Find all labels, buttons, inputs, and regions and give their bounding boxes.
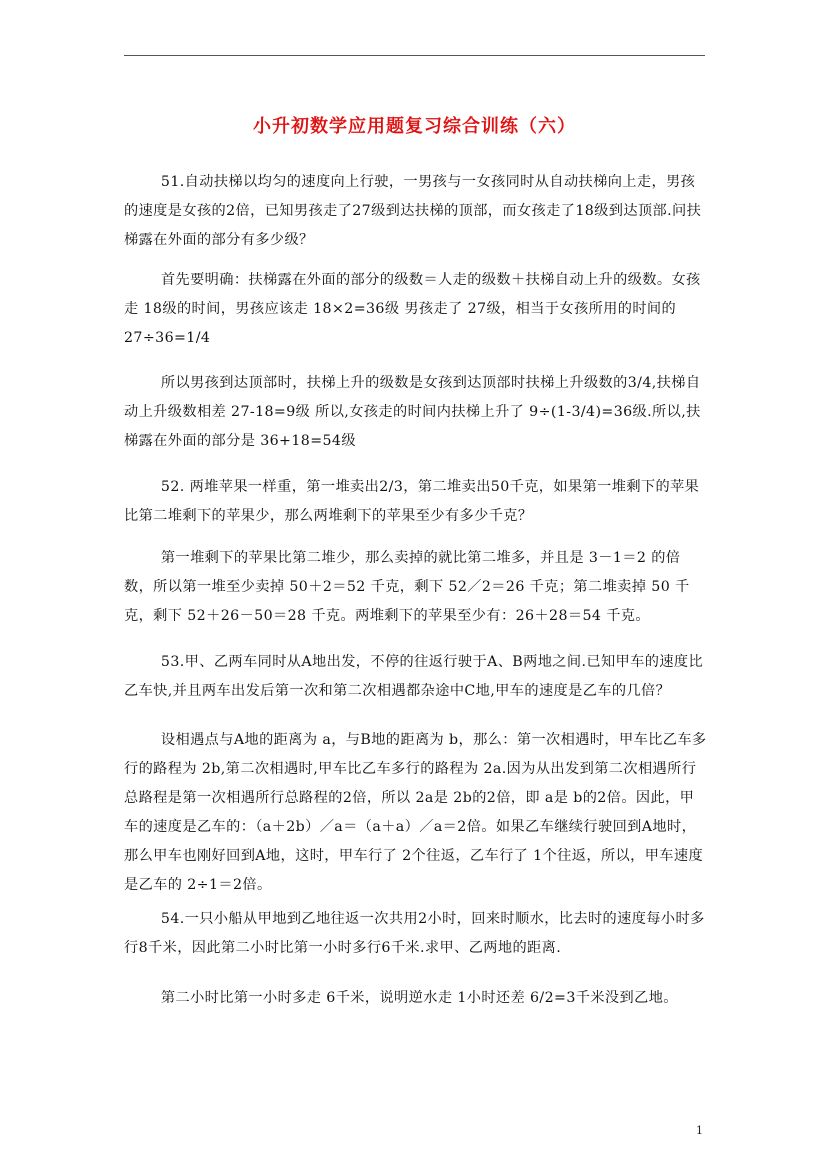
problem-51-solution-part1: 首先要明确：扶梯露在外面的部分的级数＝人走的级数＋扶梯自动上升的级数。女孩走 18级的时间，男孩应该走 18×2=36级 男孩走了 27级，相当于女孩所用的时间的27÷36=1/4 — [124, 272, 701, 346]
problem-54-question: 54.一只小船从甲地到乙地往返一次共用2小时，回来时顺水，比去时的速度每小时多行8千米，因此第二小时比第一小时多行6千米.求甲、乙两地的距离. — [124, 911, 705, 956]
problem-51-question: 51.自动扶梯以均匀的速度向上行驶，一男孩与一女孩同时从自动扶梯向上走，男孩的速度是女孩的2倍，已知男孩走了27级到达扶梯的顶部，而女孩走了18级到达顶部.问扶梯露在外面的部分有多少级？ — [124, 174, 702, 248]
problem-54-solution: 第二小时比第一小时多走 6千米，说明逆水走 1小时还差 6/2=3千米没到乙地。 — [160, 990, 678, 1006]
problem-52-solution: 第一堆剩下的苹果比第二堆少，那么卖掉的就比第二堆多，并且是 3－1＝2 的倍数，所以第一堆至少卖掉 50＋2＝52 千克，剩下 52／2＝26 千克；第二堆卖掉 50 千克，剩下 52＋26－50＝28 千克。两堆剩下的苹果至少有：26＋28＝54 千克。 — [124, 550, 690, 624]
problem-52-question: 52. 两堆苹果一样重，第一堆卖出2/3，第二堆卖出50千克，如果第一堆剩下的苹果比第二堆剩下的苹果少，那么两堆剩下的苹果至少有多少千克？ — [124, 479, 700, 524]
document-title: 小升初数学应用题复习综合训练（六） — [253, 116, 576, 137]
header-rule — [124, 55, 705, 56]
problem-51-solution-part2: 所以男孩到达顶部时，扶梯上升的级数是女孩到达顶部时扶梯上升级数的3/4,扶梯自动上升级数相差 27-18=9级 所以,女孩走的时间内扶梯上升了 9÷(1-3/4)=36级.所以,扶梯露在外面的部分是 36+18=54级 — [124, 375, 701, 449]
problem-53-solution: 设相遇点与A地的距离为 a，与B地的距离为 b，那么：第一次相遇时，甲车比乙车多行的路程为 2b,第二次相遇时,甲车比乙车多行的路程为 2a.因为从出发到第二次相遇所行总路程是第一次相遇所行总路程的2倍，所以 2a是 2b的2倍，即 a是 b的2倍。因此，甲车的速度是乙车的：（a＋2b）／a＝（a＋a）／a＝2倍。如果乙车继续行驶回到A地时，那么甲车也刚好回到A地，这时，甲车行了 2个往返，乙车行了 1个往返，所以，甲车速度是乙车的 2÷1＝2倍。 — [124, 732, 707, 893]
page-number: 1 — [696, 1124, 703, 1137]
problem-53-question: 53.甲、乙两车同时从A地出发，不停的往返行驶于A、B两地之间.已知甲车的速度比乙车快,并且两车出发后第一次和第二次相遇都杂途中C地,甲车的速度是乙车的几倍？ — [124, 654, 704, 699]
